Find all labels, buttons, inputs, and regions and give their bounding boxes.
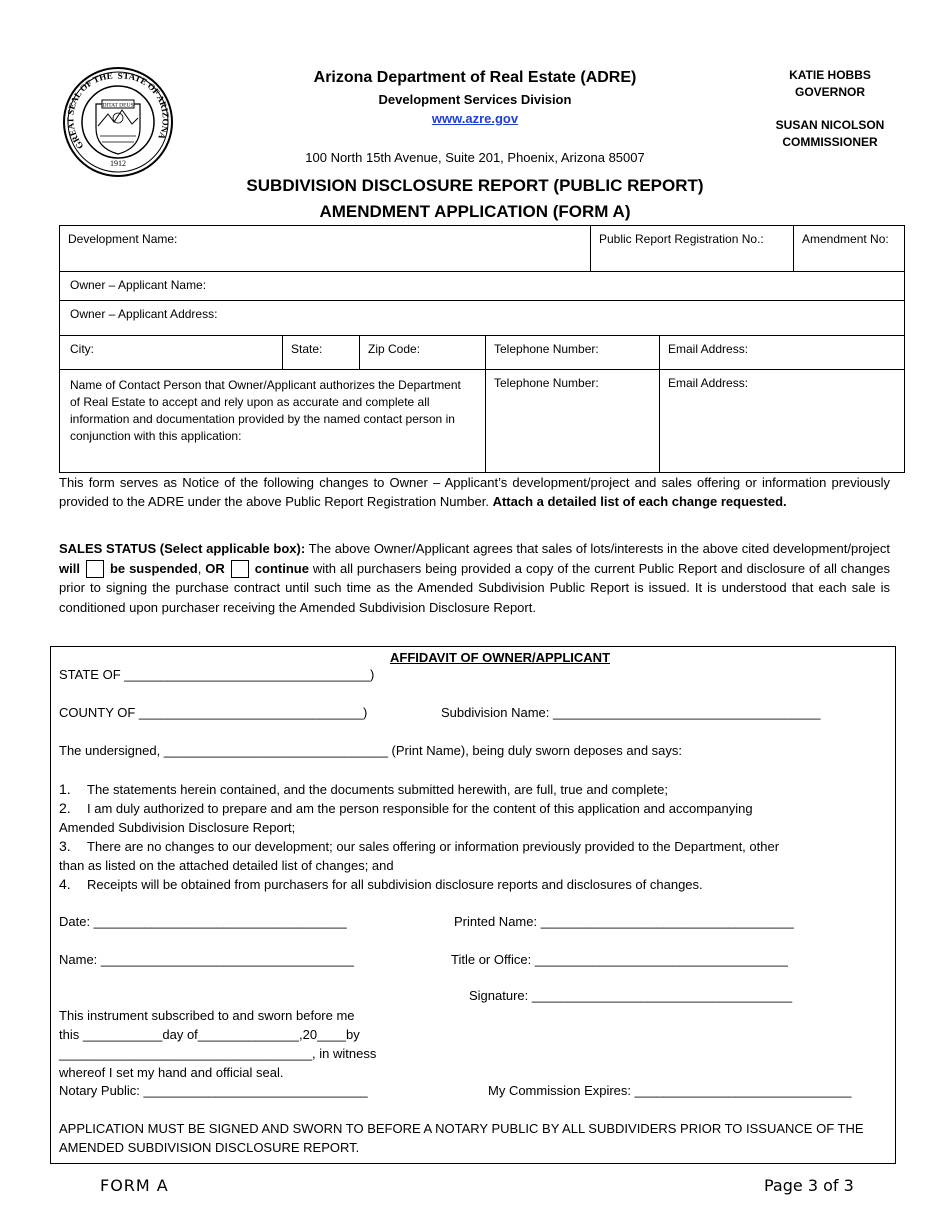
development-name-label: Development Name: — [68, 232, 178, 246]
telephone-label: Telephone Number: — [494, 342, 599, 356]
commissioner-title: COMMISSIONER — [782, 135, 878, 149]
registration-no-field[interactable] — [590, 225, 793, 271]
or-label: OR — [205, 560, 225, 576]
governor-title: GOVERNOR — [794, 85, 865, 99]
notice-text: This form serves as Notice of the following changes to Owner – Applicant’s development/project and sales offering or information previously provided to the ADRE under the above Public Report Registration Number. — [59, 475, 890, 509]
statement-item: 1. The statements herein contained, and the documents submitted herewith, are full, true and complete; — [59, 781, 669, 797]
registration-no-label: Public Report Registration No.: — [599, 232, 764, 246]
affidavit-statements — [59, 780, 889, 894]
state-of-field[interactable]: STATE OF __________________________________) — [59, 667, 375, 682]
statement-item-continued: Amended Subdivision Disclosure Report; — [59, 820, 296, 835]
city-field[interactable] — [59, 335, 282, 369]
owner-name-label: Owner – Applicant Name: — [70, 278, 207, 292]
contact-email-label: Email Address: — [668, 376, 749, 390]
statement-item: 3. There are no changes to our development; our sales offering or information previously provided to the Department, other — [59, 838, 780, 854]
form-title-line2: AMENDMENT APPLICATION (FORM A) — [319, 202, 631, 221]
development-name-field[interactable] — [59, 225, 590, 271]
website-link[interactable]: www.azre.gov — [431, 111, 519, 126]
form-title-line1: SUBDIVISION DISCLOSURE REPORT (PUBLIC REPORT) — [246, 176, 704, 195]
application-note: APPLICATION MUST BE SIGNED AND SWORN TO BEFORE A NOTARY PUBLIC BY ALL SUBDIVIDERS PRIOR TO ISSUANCE OF THE AMENDED SUBDIVISION DISCLOSURE REPORT. — [59, 1121, 864, 1155]
sales-status-text1: The above Owner/Applicant agrees that sales of lots/interests in the above cited development/project — [308, 541, 890, 556]
date-field[interactable]: Date: ___________________________________ — [59, 914, 347, 929]
state-field[interactable] — [282, 335, 359, 369]
sales-status-label: SALES STATUS (Select applicable box): — [59, 541, 306, 556]
affidavit-title: AFFIDAVIT OF OWNER/APPLICANT — [389, 650, 611, 665]
statement-item: 2. I am duly authorized to prepare and am the person responsible for the content of this application and accompanying — [59, 800, 753, 816]
owner-address-label: Owner – Applicant Address: — [70, 307, 218, 321]
statement-item: 4. Receipts will be obtained from purchasers for all subdivision disclosure reports and disclosures of changes. — [59, 876, 703, 892]
title-office-field[interactable]: Title or Office: ___________________________________ — [451, 952, 788, 967]
notary-line[interactable]: ___________________________________, in witness — [59, 1046, 377, 1061]
email-label: Email Address: — [668, 342, 749, 356]
contact-email-field[interactable] — [659, 369, 905, 473]
amendment-no-field[interactable] — [793, 225, 905, 271]
notary-block — [59, 1006, 376, 1082]
comma-text: , — [197, 560, 202, 576]
notice-bold-text: Attach a detailed list of each change requested. — [492, 494, 787, 509]
owner-address-field[interactable] — [59, 300, 905, 335]
state-label: State: — [291, 342, 323, 356]
footer-form-label: FORM A — [100, 1176, 169, 1195]
notary-line: This instrument subscribed to and sworn before me — [59, 1008, 355, 1023]
printed-name-field[interactable]: Printed Name: ___________________________________ — [454, 914, 794, 929]
contact-person-field[interactable] — [59, 369, 485, 473]
sales-status-text2: with all purchasers being provided a copy of the current Public Report and disclosure of all changes prior to signing the purchase contract until such time as the Amended Subdivision Public Report is issued. It is understood that each sale is conditioned upon purchaser receiving the Amended Subdivision Disclosure Report. — [59, 560, 890, 615]
seal-motto: DITAT DEUS — [102, 102, 134, 109]
commission-expires-field[interactable]: My Commission Expires: ______________________________ — [488, 1083, 852, 1098]
suspended-checkbox[interactable] — [86, 560, 104, 578]
notary-line[interactable]: this ___________day of______________,20____by — [59, 1027, 360, 1042]
continue-checkbox[interactable] — [231, 560, 249, 578]
amendment-no-label: Amendment No: — [802, 232, 889, 246]
city-label: City: — [70, 342, 94, 356]
county-of-field[interactable]: COUNTY OF _______________________________) — [59, 705, 368, 720]
seal-year: 1912 — [110, 159, 126, 168]
suspended-label: be suspended — [109, 560, 198, 576]
subdivision-name-field[interactable]: Subdivision Name: _____________________________________ — [441, 705, 821, 720]
owner-name-field[interactable] — [59, 271, 905, 300]
notary-public-field[interactable]: Notary Public: _______________________________ — [59, 1083, 368, 1098]
commissioner-name: SUSAN NICOLSON — [775, 118, 885, 132]
state-seal — [62, 66, 174, 178]
agency-address: 100 North 15th Avenue, Suite 201, Phoenix, Arizona 85007 — [305, 150, 645, 165]
telephone-field[interactable] — [485, 335, 659, 369]
email-field[interactable] — [659, 335, 905, 369]
governor-name: KATIE HOBBS — [789, 68, 871, 82]
signature-field[interactable]: Signature: ____________________________________ — [469, 988, 793, 1003]
seal-text-left: GREAT SEAL OF THE — [65, 70, 114, 152]
name-field[interactable]: Name: ___________________________________ — [59, 952, 354, 967]
officials-block — [760, 67, 900, 151]
footer-page-number: Page 3 of 3 — [764, 1176, 854, 1195]
contact-person-label: Name of Contact Person that Owner/Applicant authorizes the Department of Real Estate to accept and rely upon as accurate and complete all information and documentation provided by the named contact person in conjunction with this application: — [70, 378, 461, 443]
will-label: will — [59, 560, 80, 576]
notary-line: whereof I set my hand and official seal. — [59, 1065, 284, 1080]
sales-status-paragraph — [59, 539, 890, 617]
agency-name: Arizona Department of Real Estate (ADRE) — [313, 69, 637, 86]
continue-label: continue — [254, 560, 309, 576]
contact-telephone-label: Telephone Number: — [494, 376, 599, 390]
undersigned-field[interactable]: The undersigned, _______________________________ (Print Name), being duly sworn deposes and says: — [59, 743, 683, 758]
zip-label: Zip Code: — [368, 342, 421, 356]
seal-text-right: STATE OF ARIZONA — [117, 70, 171, 141]
division-name: Development Services Division — [378, 92, 572, 107]
notice-paragraph — [59, 473, 890, 511]
contact-telephone-field[interactable] — [485, 369, 659, 473]
zip-field[interactable] — [359, 335, 485, 369]
statement-item-continued: than as listed on the attached detailed list of changes; and — [59, 858, 394, 873]
